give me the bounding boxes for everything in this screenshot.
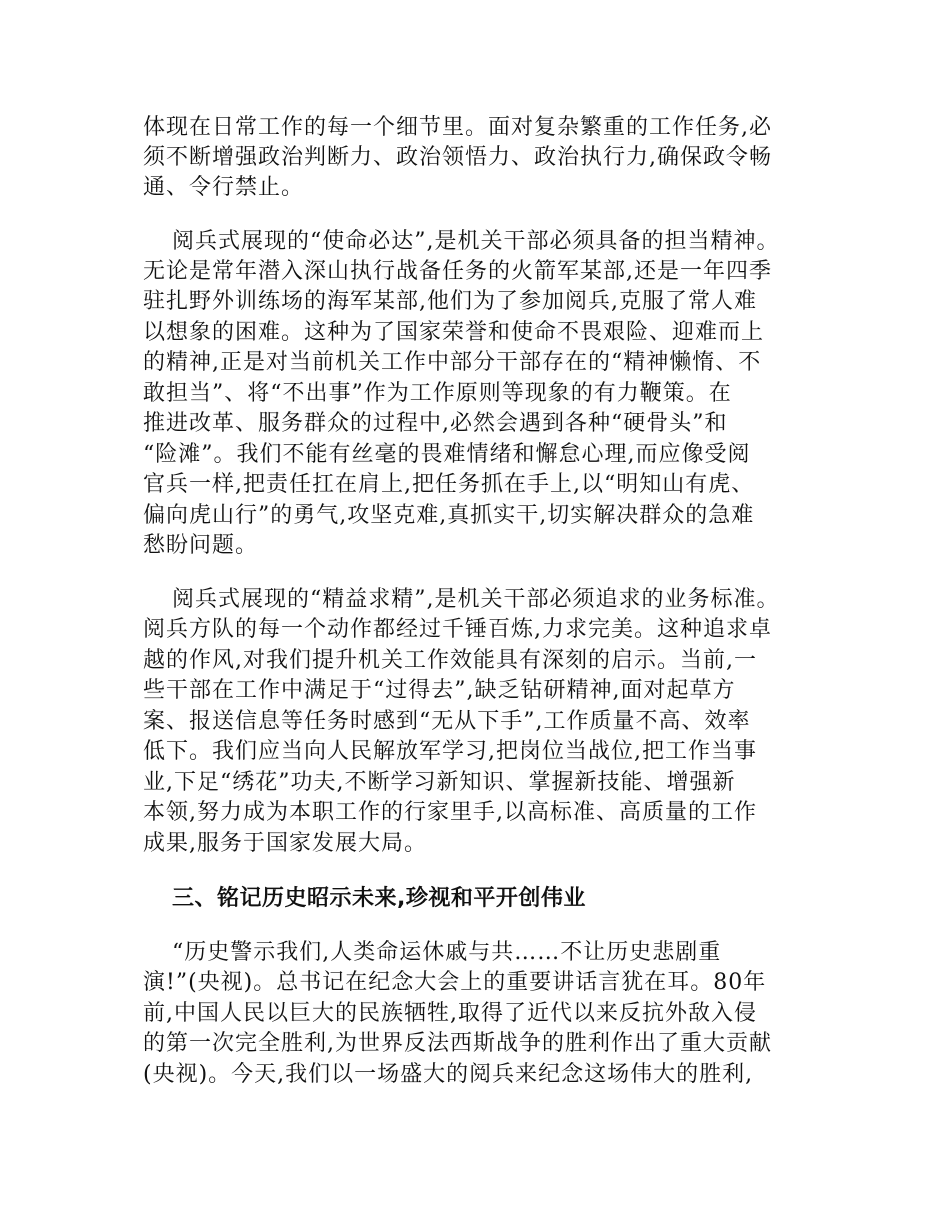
section-heading: 三、铭记历史昭示未来,珍视和平开创伟业 bbox=[172, 886, 586, 911]
paragraph-first-line: “历史警示我们,人类命运休戚与共……不让历史悲剧重 bbox=[172, 940, 722, 965]
body-text-line: 案、报送信息等任务时感到“无从下手”,工作质量不高、效率 bbox=[143, 709, 751, 734]
body-text-line: 本领,努力成为本职工作的行家里手,以高标准、高质量的工作 bbox=[143, 800, 757, 825]
body-text-line: 驻扎野外训练场的海军某部,他们为了参加阅兵,克服了常人难 bbox=[143, 289, 757, 314]
body-text-line: 无论是常年潜入深山执行战备任务的火箭军某部,还是一年四季 bbox=[143, 259, 772, 284]
body-text-line: 以想象的困难。这种为了国家荣誉和使命不畏艰险、迎难而上 bbox=[143, 320, 765, 345]
body-text-line: 的精神,正是对当前机关工作中部分干部存在的“精神懒惰、不 bbox=[143, 350, 762, 375]
body-text-line: 官兵一样,把责任扛在肩上,把任务抓在手上,以“明知山有虎、 bbox=[143, 472, 755, 497]
paragraph-first-line: 阅兵式展现的“使命必达”,是机关干部必须具备的担当精神。 bbox=[172, 229, 780, 254]
body-text-line: 些干部在工作中满足于“过得去”,缺乏钻研精神,面对起草方 bbox=[143, 678, 736, 703]
body-text-line: 通、令行禁止。 bbox=[143, 175, 305, 200]
body-text-line: 低下。我们应当向人民解放军学习,把岗位当战位,把工作当事 bbox=[143, 739, 757, 764]
body-text-line: 愁盼问题。 bbox=[143, 533, 259, 558]
body-text-line: 敢担当”、将“不出事”作为工作原则等现象的有力鞭策。在 bbox=[143, 381, 732, 406]
body-text-line: (央视)。今天,我们以一场盛大的阅兵来纪念这场伟大的胜利, bbox=[143, 1062, 754, 1087]
body-text-line: 推进改革、服务群众的过程中,必然会遇到各种“硬骨头”和 bbox=[143, 411, 728, 436]
body-text-line: 成果,服务于国家发展大局。 bbox=[143, 831, 427, 856]
body-text-line: 演!”(央视)。总书记在纪念大会上的重要讲话言犹在耳。80年 bbox=[143, 970, 767, 995]
body-text-line: 越的作风,对我们提升机关工作效能具有深刻的启示。当前,一 bbox=[143, 648, 757, 673]
body-text-line: 体现在日常工作的每一个细节里。面对复杂繁重的工作任务,必 bbox=[143, 115, 772, 140]
body-text-line: 须不断增强政治判断力、政治领悟力、政治执行力,确保政令畅 bbox=[143, 145, 772, 170]
body-text-line: 阅兵方队的每一个动作都经过千锤百炼,力求完美。这种追求卓 bbox=[143, 617, 772, 642]
body-text-line: “险滩”。我们不能有丝毫的畏难情绪和懈怠心理,而应像受阅 bbox=[143, 442, 751, 467]
body-text-line: 业,下足“绣花”功夫,不断学习新知识、掌握新技能、增强新 bbox=[143, 770, 736, 795]
body-text-line: 的第一次完全胜利,为世界反法西斯战争的胜利作出了重大贡献 bbox=[143, 1031, 772, 1056]
paragraph-first-line: 阅兵式展现的“精益求精”,是机关干部必须追求的业务标准。 bbox=[172, 587, 780, 612]
body-text-line: 偏向虎山行”的勇气,攻坚克难,真抓实干,切实解决群众的急难 bbox=[143, 503, 755, 528]
body-text-line: 前,中国人民以巨大的民族牺牲,取得了近代以来反抗外敌入侵 bbox=[143, 1001, 757, 1026]
